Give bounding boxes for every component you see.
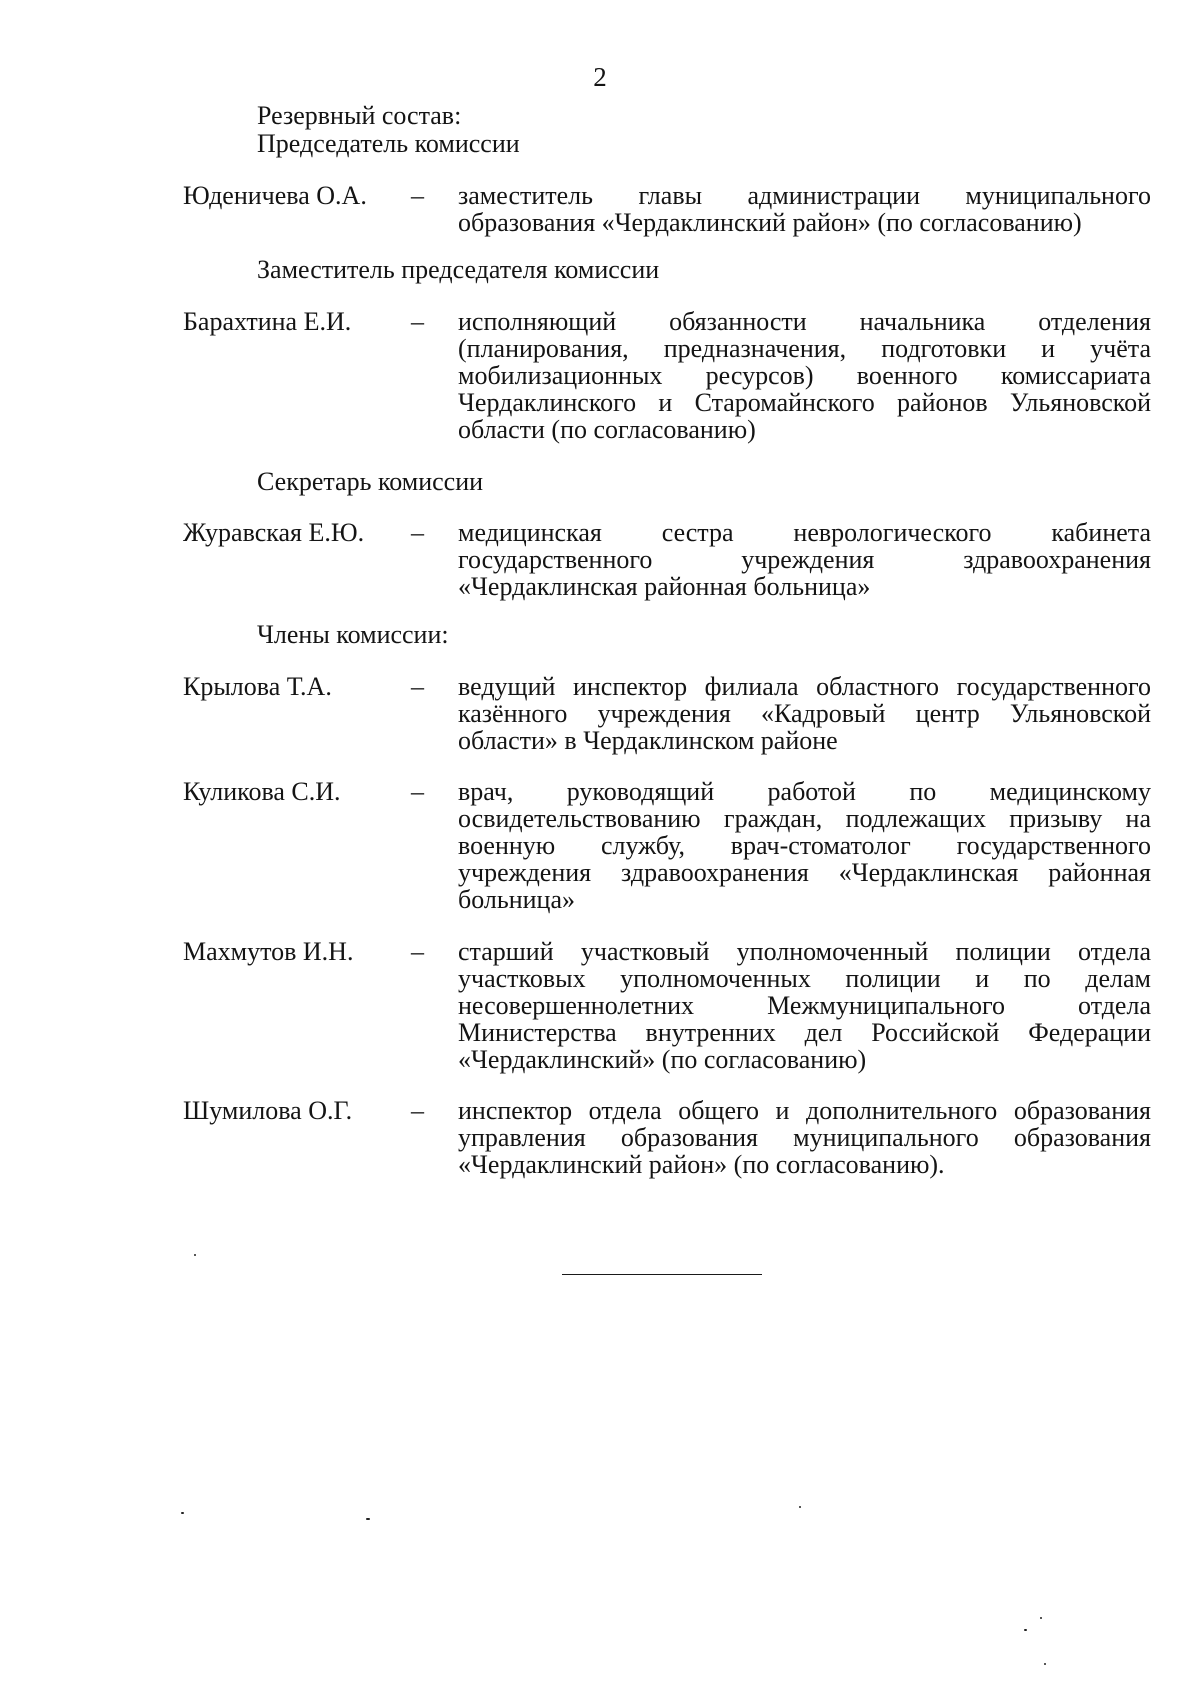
member-name: Шумилова О.Г.	[183, 1096, 353, 1125]
member-entry	[183, 938, 1151, 1078]
section-heading-chairman: Председатель комиссии	[257, 129, 520, 158]
member-dash: –	[411, 937, 424, 966]
member-name: Куликова С.И.	[183, 777, 341, 806]
member-description: исполняющий обязанности начальника отделения (планирования, предназначения, подготовки и учёта мобилизационных ресурсов) военного комиссариата Чердаклинского и Старомайнского районов Ульяновской области (по согласованию)	[458, 307, 1151, 444]
member-description: заместитель главы администрации муниципального образования «Чердаклинский район» (по согласованию)	[458, 181, 1151, 237]
section-heading-members: Члены комиссии:	[257, 620, 449, 649]
member-description: ведущий инспектор филиала областного государственного казённого учреждения «Кадровый центр Ульяновской области» в Чердаклинском районе	[458, 672, 1151, 755]
member-dash: –	[411, 181, 424, 210]
member-dash: –	[411, 1096, 424, 1125]
member-description: медицинская сестра неврологического кабинета государственного учреждения здравоохранения «Чердаклинская районная больница»	[458, 518, 1151, 601]
member-name: Крылова Т.А.	[183, 672, 332, 701]
member-description: врач, руководящий работой по медицинскому освидетельствованию граждан, подлежащих призыву на военную службу, врач-стоматолог государственного учреждения здравоохранения «Чердаклинская районная больница»	[458, 777, 1151, 914]
scan-speck	[181, 1512, 184, 1514]
member-entry	[183, 1097, 1151, 1237]
member-entry	[183, 308, 1151, 448]
member-dash: –	[411, 672, 424, 701]
member-name: Махмутов И.Н.	[183, 937, 354, 966]
scan-speck	[799, 1506, 801, 1508]
scan-speck	[1024, 1629, 1027, 1631]
member-dash: –	[411, 518, 424, 547]
scan-speck	[1044, 1663, 1046, 1665]
section-heading-secretary: Секретарь комиссии	[257, 467, 484, 496]
member-name: Барахтина Е.И.	[183, 307, 352, 336]
scan-speck	[366, 1518, 370, 1520]
member-entry	[183, 778, 1151, 918]
section-heading-deputy: Заместитель председателя комиссии	[257, 255, 660, 284]
member-name: Журавская Е.Ю.	[183, 518, 365, 547]
member-description: инспектор отдела общего и дополнительного образования управления образования муниципального образования «Чердаклинский район» (по согласованию).	[458, 1096, 1151, 1179]
reserve-label: Резервный состав:	[257, 101, 462, 130]
scan-speck	[194, 1254, 196, 1256]
member-dash: –	[411, 307, 424, 336]
end-separator-line	[562, 1274, 762, 1275]
member-description: старший участковый уполномоченный полиции отдела участковых уполномоченных полиции и по делам несовершеннолетних Межмуниципального отдела Министерства внутренних дел Российской Федерации «Чердаклинский» (по согласованию)	[458, 937, 1151, 1074]
scan-speck	[1040, 1617, 1042, 1619]
member-name: Юденичева О.А.	[183, 181, 367, 210]
page-number: 2	[593, 62, 607, 92]
member-entry	[183, 182, 1151, 322]
member-dash: –	[411, 777, 424, 806]
